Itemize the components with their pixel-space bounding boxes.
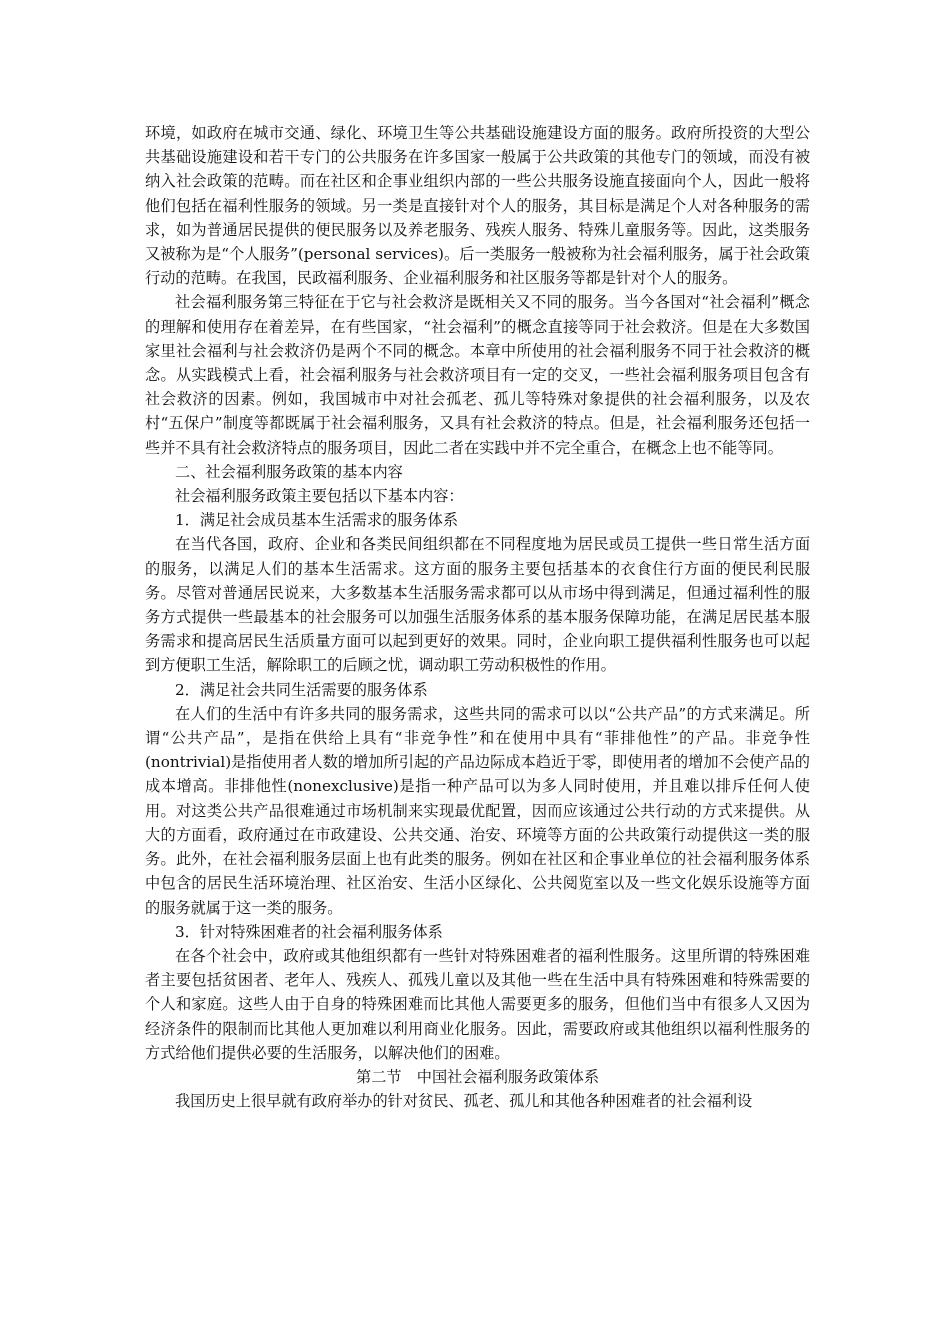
paragraph-special-needs: 在各个社会中，政府或其他组织都有一些针对特殊困难者的福利性服务。这里所谓的特殊困难者主要包括贫困者、老年人、残疾人、孤残儿童以及其他一些在生活中具有特殊困难和特殊需要的个人和家庭。这些人由于自身的特殊困难而比其他人需要更多的服务，但他们当中有很多人又因为经济条件的限制而比其他人更加难以利用商业化服务。因此，需要政府或其他组织以福利性服务的方式给他们提供必要的生活服务，以解决他们的困难。 <box>145 946 810 1062</box>
paragraph-third-feature: 社会福利服务第三特征在于它与社会救济是既相关又不同的服务。当今各国对“社会福利”概念的理解和使用存在着差异，在有些国家，“社会福利”的概念直接等同于社会救济。但是在大多数国家里社会福利与社会救济仍是两个不同的概念。本章中所使用的社会福利服务不同于社会救济的概念。从实践模式上看，社会福利服务与社会救济项目有一定的交叉，一些社会福利服务项目包含有社会救济的因素。例如，我国城市中对社会孤老、孤儿等特殊对象提供的社会福利服务，以及农村“五保户”制度等都既属于社会福利服务，又具有社会救济的特点。但是，社会福利服务还包括一些并不具有社会救济特点的服务项目，因此二者在实践中并不完全重合，在概念上也不能等同。 <box>145 293 810 457</box>
paragraph-public-goods: 在人们的生活中有许多共同的服务需求，这些共同的需求可以以“公共产品”的方式来满足。所谓“公共产品”，是指在供给上具有“非竞争性”和在使用中具有“菲排他性”的产品。非竞争性(nontrivial)是指使用者人数的增加所引起的产品边际成本趋近于零，即使用者的增加不会使产品的成本增高。非排他性(nonexclusive)是指一种产品可以为多人同时使用，并且难以排斥任何人使用。对这类公共产品很难通过市场机制来实现最优配置，因而应该通过公共行动的方式来提供。从大的方面看，政府通过在市政建设、公共交通、治安、环境等方面的公共政策行动提供这一类的服务。此外，在社会福利服务层面上也有此类的服务。例如在社区和企事业单位的社会福利服务体系中包含的居民生活环境治理、社区治安、生活小区绿化、公共阅览室以及一些文化娱乐设施等方面的服务就属于这一类的服务。 <box>145 704 810 917</box>
paragraph-basic-needs: 在当代各国，政府、企业和各类民间组织都在不同程度地为居民或员工提供一些日常生活方面的服务，以满足人们的基本生活需求。这方面的服务主要包括基本的衣食住行方面的便民利民服务。尽管对普通居民说来，大多数基本生活服务需求都可以从市场中得到满足，但通过福利性的服务方式提供一些最基本的社会服务可以加强生活服务体系的基本服务保障功能，在满足居民基本服务需求和提高居民生活质量方面可以起到更好的效果。同时，企业向职工提供福利性服务也可以起到方便职工生活，解除职工的后顾之忧，调动职工劳动积极性的作用。 <box>145 535 810 675</box>
list-heading-1: 1．满足社会成员基本生活需求的服务体系 <box>175 511 459 530</box>
list-heading-2: 2．满足社会共同生活需要的服务体系 <box>175 680 428 699</box>
subheading-basic-content: 二、社会福利服务政策的基本内容 <box>175 462 403 481</box>
paragraph-history: 我国历史上很早就有政府举办的针对贫民、孤老、孤儿和其他各种困难者的社会福利设 <box>175 1092 753 1111</box>
paragraph-intro-list: 社会福利服务政策主要包括以下基本内容： <box>175 487 464 506</box>
paragraph-public-services: 环境，如政府在城市交通、绿化、环境卫生等公共基础设施建设方面的服务。政府所投资的大型公共基础设施建设和若干专门的公共服务在许多国家一般属于公共政策的其他专门的领域，而没有被纳入社会政策的范畴。而在社区和企事业组织内部的一些公共服务设施直接面向个人，因此一般将他们包括在福利性服务的领域。另一类是直接针对个人的服务，其目标是满足个人对各种服务的需求，如为普通居民提供的便民服务以及养老服务、残疾人服务、特殊儿童服务等。因此，这类服务又被称为是“个人服务”(personal services)。后一类服务一般被称为社会福利服务，属于社会政策行动的范畴。在我国，民政福利服务、企业福利服务和社区服务等都是针对个人的服务。 <box>145 124 810 288</box>
document-page <box>145 121 810 1113</box>
section-title: 第二节 中国社会福利服务政策体系 <box>356 1067 599 1086</box>
list-heading-3: 3．针对特殊困难者的社会福利服务体系 <box>175 922 443 941</box>
